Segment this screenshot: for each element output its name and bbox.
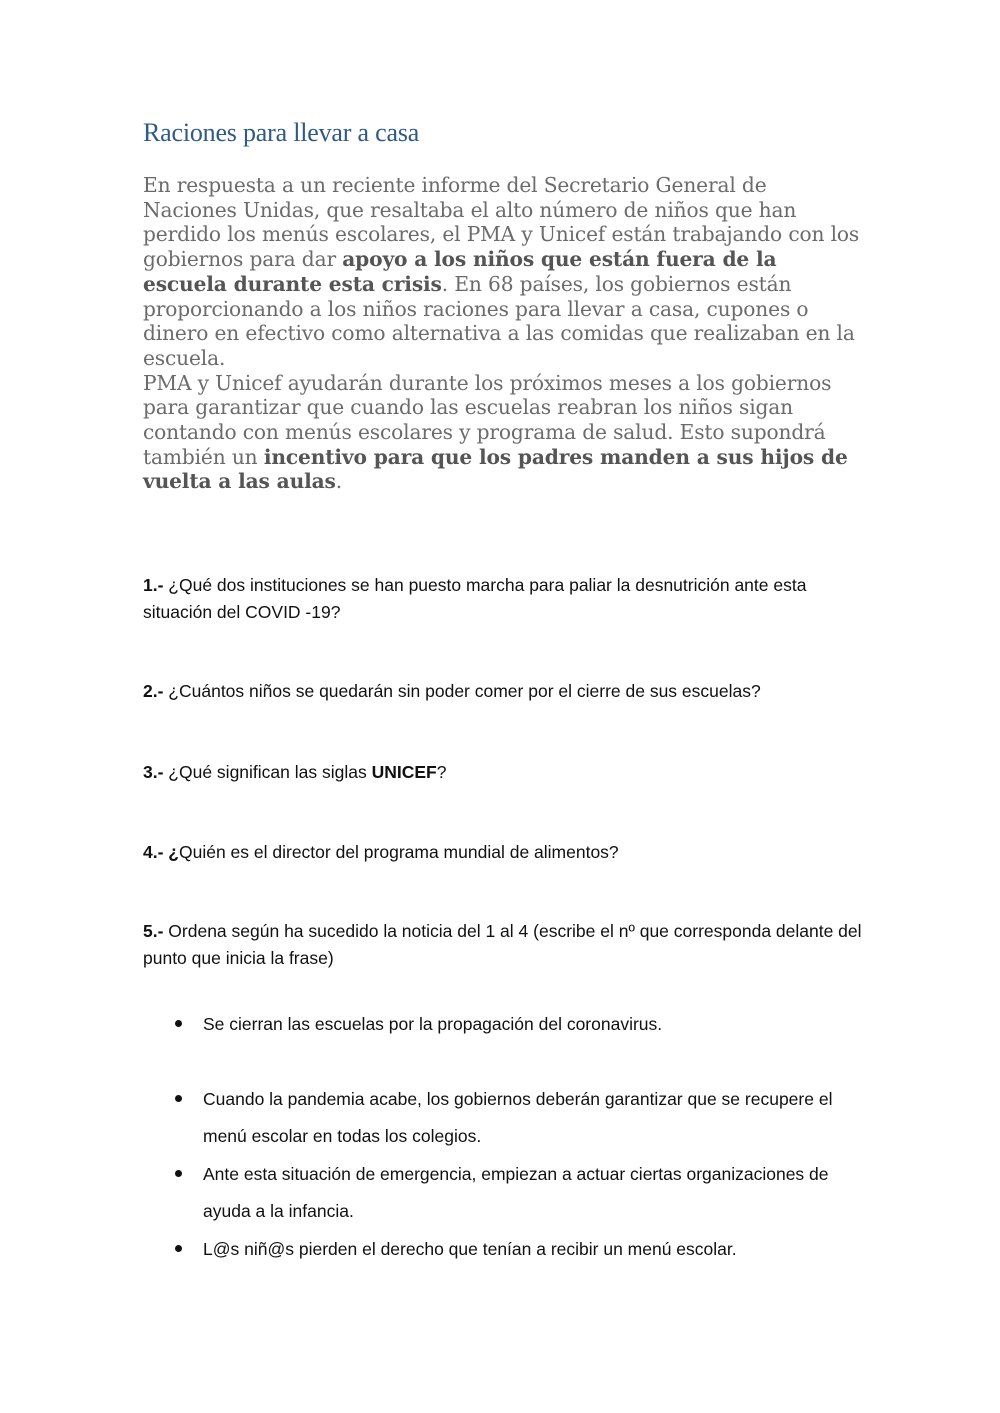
question-text: Quién es el director del programa mundial de alimentos? [178,842,619,862]
bullet-icon [175,1170,182,1177]
article-paragraph-1 [143,173,863,371]
list-item-text: Ante esta situación de emergencia, empiezan a actuar ciertas organizaciones de ayuda a la infancia. [203,1164,829,1221]
article-bold-span: apoyo a los niños que están fuera de la escuela durante esta crisis [143,247,777,296]
article-bold-span: incentivo para que los padres manden a sus hijos de vuelta a las aulas [143,444,848,494]
question-5 [143,918,863,972]
question-number: 5.- [143,921,164,941]
article-text-span: En respuesta a un reciente informe del Secretario General de Naciones Unidas, que resaltaba el alto número de niños que han perdido los menús escolares, el PMA y Unicef están trabajando con los gobiernos para dar [143,173,860,272]
question-number: 1.- [143,575,164,595]
article-text-span: . En 68 países, los gobiernos están proporcionando a los niños raciones para llevar a casa, cupones o dinero en efectivo como alternativa a las comidas que realizaban en la escuela. [143,271,855,370]
question-3 [143,759,863,786]
list-item [175,1006,855,1043]
list-item [175,1231,855,1268]
article-text-span: . [335,469,343,494]
bullet-icon [175,1020,182,1027]
list-item [175,1081,855,1155]
question-number: 3.- [143,762,164,782]
article-text-span: PMA y Unicef ayudarán durante los próximos meses a los gobiernos para garantizar que cuando las escuelas reabran los niños sigan contando con menús escolares y programa de salud. Esto supondrá también un [143,370,832,469]
question-text: ¿Qué significan las siglas [163,762,372,782]
bullet-icon [175,1245,182,1252]
question-number: 2.- [143,681,164,701]
list-item-text: L@s niñ@s pierden el derecho que tenían a recibir un menú escolar. [203,1239,737,1259]
list-item-text: Se cierran las escuelas por la propagación del coronavirus. [203,1014,663,1034]
list-item [175,1156,855,1230]
article-text [143,173,863,494]
page-title: Raciones para llevar a casa [143,118,420,147]
bullet-icon [175,1095,182,1102]
question-text-end: ? [436,762,447,782]
question-4 [143,839,863,866]
question-text: Ordena según ha sucedido la noticia del 1 al 4 (escribe el nº que corresponda delante del punto que inicia la frase) [143,921,862,968]
list-item-text: Cuando la pandemia acabe, los gobiernos deberán garantizar que se recupere el menú escolar en todas los colegios. [203,1089,833,1146]
question-text: ¿Qué dos instituciones se han puesto marcha para paliar la desnutrición ante esta situación del COVID -19? [143,575,807,622]
question-2 [143,678,863,705]
question-number: 4.- ¿ [143,842,179,862]
article-paragraph-2 [143,371,863,495]
question-bold-term: UNICEF [371,762,437,782]
question-1 [143,572,863,626]
question-text: ¿Cuántos niños se quedarán sin poder comer por el cierre de sus escuelas? [163,681,761,701]
